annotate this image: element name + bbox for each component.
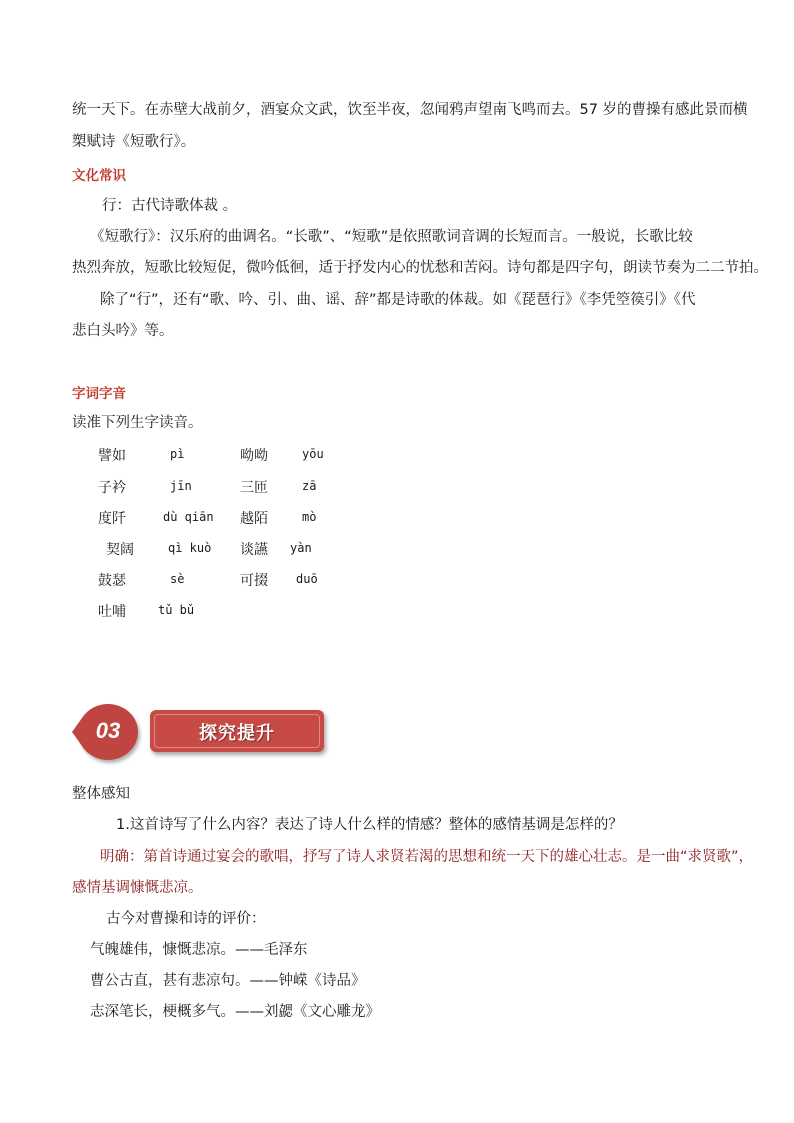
vocab-word: 谈讌 bbox=[240, 542, 268, 558]
vocab-word: 呦呦 bbox=[240, 448, 268, 464]
vocab-instruction: 读准下列生字读音。 bbox=[72, 415, 203, 431]
culture-para-2-line-1: 《短歌行》：汉乐府的曲调名。“长歌”、“短歌”是依照歌词音调的长短而言。一般说，长歌比较 bbox=[90, 229, 693, 245]
section-title: 探究提升 bbox=[199, 723, 275, 744]
vocab-pinyin: yàn bbox=[290, 541, 312, 555]
culture-para-3-line-2: 悲白头吟》等。 bbox=[72, 323, 174, 339]
evaluation-quote: 气魄雄伟，慷慨悲凉。——毛泽东 bbox=[90, 942, 308, 958]
vocab-pinyin: qì kuò bbox=[168, 541, 212, 555]
explore-question: 1.这首诗写了什么内容？表达了诗人什么样的情感？整体的感情基调是怎样的？ bbox=[116, 817, 623, 833]
vocab-word: 吐哺 bbox=[98, 604, 126, 620]
vocab-word: 可掇 bbox=[240, 573, 268, 589]
vocab-heading: 字词字音 bbox=[72, 386, 126, 402]
evaluation-quote: 志深笔长，梗概多气。——刘勰《文心雕龙》 bbox=[90, 1004, 380, 1020]
section-number: 03 bbox=[95, 718, 121, 743]
evaluation-heading: 古今对曹操和诗的评价： bbox=[106, 911, 266, 927]
section-title-bar bbox=[150, 710, 324, 752]
intro-line-2: 槊赋诗《短歌行》。 bbox=[72, 134, 196, 150]
vocab-word: 譬如 bbox=[98, 448, 126, 464]
vocab-word: 三匝 bbox=[240, 480, 268, 496]
explore-answer-line-2: 感情基调慷慨悲凉。 bbox=[72, 880, 203, 896]
vocab-pinyin: pì bbox=[170, 447, 185, 461]
culture-para-2-line-2: 热烈奔放，短歌比较短促，微吟低徊，适于抒发内心的忧愁和苦闷。诗句都是四字句，朗读节奏为二二节拍。 bbox=[72, 260, 768, 276]
vocab-pinyin: jīn bbox=[170, 479, 192, 493]
culture-para-3-line-1: 除了“行”，还有“歌、吟、引、曲、谣、辞”都是诗歌的体裁。如《琵琶行》《李凭箜篌引》《代 bbox=[100, 292, 696, 308]
vocab-word: 子衿 bbox=[98, 480, 126, 496]
vocab-word: 契阔 bbox=[106, 542, 134, 558]
vocab-pinyin: yōu bbox=[302, 447, 324, 461]
vocab-pinyin: mò bbox=[302, 510, 317, 524]
section-badge bbox=[78, 702, 328, 764]
explore-subheading: 整体感知 bbox=[72, 786, 130, 802]
culture-para-1: 行：古代诗歌体裁 。 bbox=[102, 198, 238, 214]
evaluation-quote: 曹公古直，甚有悲凉句。——钟嵘《诗品》 bbox=[90, 973, 366, 989]
vocab-pinyin: tǔ bǔ bbox=[158, 603, 195, 617]
vocab-word: 越陌 bbox=[240, 511, 268, 527]
vocab-pinyin: duō bbox=[296, 572, 318, 586]
culture-heading: 文化常识 bbox=[72, 168, 126, 184]
vocab-pinyin: sè bbox=[170, 572, 185, 586]
vocab-pinyin: zā bbox=[302, 479, 317, 493]
vocab-word: 鼓瑟 bbox=[98, 573, 126, 589]
explore-answer-line-1: 明确：第首诗通过宴会的歌唱，抒写了诗人求贤若渴的思想和统一天下的雄心壮志。是一曲“求贤歌”， bbox=[100, 849, 754, 865]
vocab-word: 度阡 bbox=[98, 511, 126, 527]
intro-line-1: 统一天下。在赤壁大战前夕，酒宴众文武，饮至半夜，忽闻鸦声望南飞鸣而去。57 岁的曹操有感此景而横 bbox=[72, 102, 748, 118]
vocab-pinyin: dù qiān bbox=[163, 510, 214, 524]
